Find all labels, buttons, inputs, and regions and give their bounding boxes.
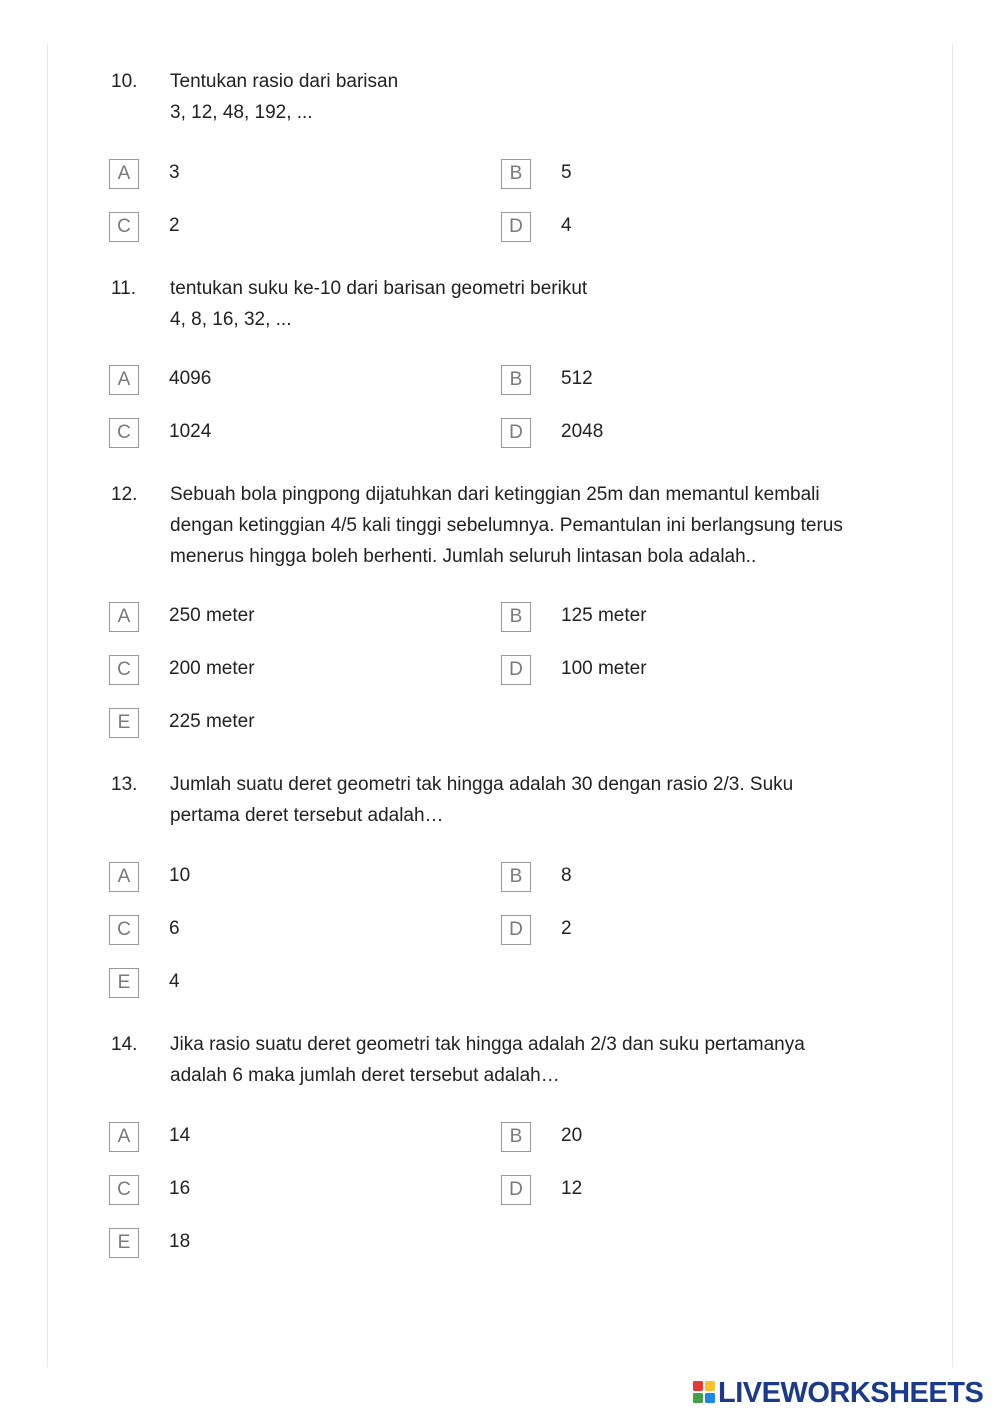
option-text: 225 meter (169, 711, 255, 732)
option-letter[interactable]: D (501, 1175, 531, 1205)
brand-name: LIVEWORKSHEETS (718, 1377, 984, 1409)
option-text: 1024 (169, 421, 212, 442)
option-letter[interactable]: C (109, 655, 139, 685)
logo-block-green (693, 1393, 703, 1403)
option-text: 2048 (561, 421, 604, 442)
question-line: menerus hingga boleh berhenti. Jumlah seluruh lintasan bola adalah.. (170, 546, 757, 567)
option-text: 6 (169, 918, 180, 939)
option-letter[interactable]: C (109, 1175, 139, 1205)
logo-block-yellow (705, 1381, 715, 1391)
option-text: 20 (561, 1125, 583, 1146)
liveworksheets-logo-icon (692, 1380, 716, 1404)
option-text: 10 (169, 865, 191, 886)
option-text: 512 (561, 368, 593, 389)
option-letter[interactable]: A (109, 159, 139, 189)
question-number: 14. (111, 1034, 138, 1055)
question-line: Jumlah suatu deret geometri tak hingga adalah 30 dengan rasio 2/3. Suku (170, 774, 794, 795)
option-letter[interactable]: D (501, 212, 531, 242)
page-border-right (952, 45, 953, 1367)
option-letter[interactable]: E (109, 968, 139, 998)
option-text: 200 meter (169, 658, 255, 679)
option-text: 2 (561, 918, 572, 939)
option-text: 8 (561, 865, 572, 886)
option-text: 4 (561, 215, 572, 236)
option-letter[interactable]: B (501, 1122, 531, 1152)
option-letter[interactable]: B (501, 159, 531, 189)
option-letter[interactable]: A (109, 365, 139, 395)
question-number: 11. (111, 278, 137, 299)
page-border-left (47, 45, 48, 1367)
question-number: 12. (111, 484, 138, 505)
option-text: 18 (169, 1231, 191, 1252)
option-text: 2 (169, 215, 180, 236)
option-letter[interactable]: C (109, 212, 139, 242)
option-letter[interactable]: D (501, 655, 531, 685)
option-text: 3 (169, 162, 180, 183)
question-line: dengan ketinggian 4/5 kali tinggi sebelumnya. Pemantulan ini berlangsung terus (170, 515, 843, 536)
question-line: 3, 12, 48, 192, ... (170, 102, 313, 123)
question-line: Sebuah bola pingpong dijatuhkan dari ketinggian 25m dan memantul kembali (170, 484, 820, 505)
question-line: adalah 6 maka jumlah deret tersebut adalah… (170, 1065, 560, 1086)
option-letter[interactable]: E (109, 1228, 139, 1258)
option-text: 5 (561, 162, 572, 183)
question-line: 4, 8, 16, 32, ... (170, 309, 292, 330)
question-number: 10. (111, 71, 138, 92)
option-letter[interactable]: A (109, 602, 139, 632)
option-letter[interactable]: C (109, 915, 139, 945)
question-line: Tentukan rasio dari barisan (170, 71, 399, 92)
option-text: 12 (561, 1178, 583, 1199)
option-text: 125 meter (561, 605, 647, 626)
option-text: 16 (169, 1178, 191, 1199)
question-text (170, 66, 890, 128)
option-letter[interactable]: A (109, 1122, 139, 1152)
option-letter[interactable]: B (501, 365, 531, 395)
option-letter[interactable]: E (109, 708, 139, 738)
question-line: Jika rasio suatu deret geometri tak hingga adalah 2/3 dan suku pertamanya (170, 1034, 805, 1055)
option-text: 14 (169, 1125, 191, 1146)
option-letter[interactable]: D (501, 418, 531, 448)
option-letter[interactable]: C (109, 418, 139, 448)
option-letter[interactable]: D (501, 915, 531, 945)
option-text: 4096 (169, 368, 212, 389)
logo-block-blue (705, 1393, 715, 1403)
option-letter[interactable]: A (109, 862, 139, 892)
option-text: 4 (169, 971, 180, 992)
question-text (170, 1029, 890, 1091)
question-text (170, 479, 890, 572)
question-number: 13. (111, 774, 138, 795)
option-letter[interactable]: B (501, 862, 531, 892)
question-line: pertama deret tersebut adalah… (170, 805, 444, 826)
logo-block-red (693, 1381, 703, 1391)
option-text: 250 meter (169, 605, 255, 626)
question-line: tentukan suku ke-10 dari barisan geometri berikut (170, 278, 588, 299)
option-letter[interactable]: B (501, 602, 531, 632)
question-text (170, 769, 890, 831)
option-text: 100 meter (561, 658, 647, 679)
question-text (170, 273, 890, 335)
